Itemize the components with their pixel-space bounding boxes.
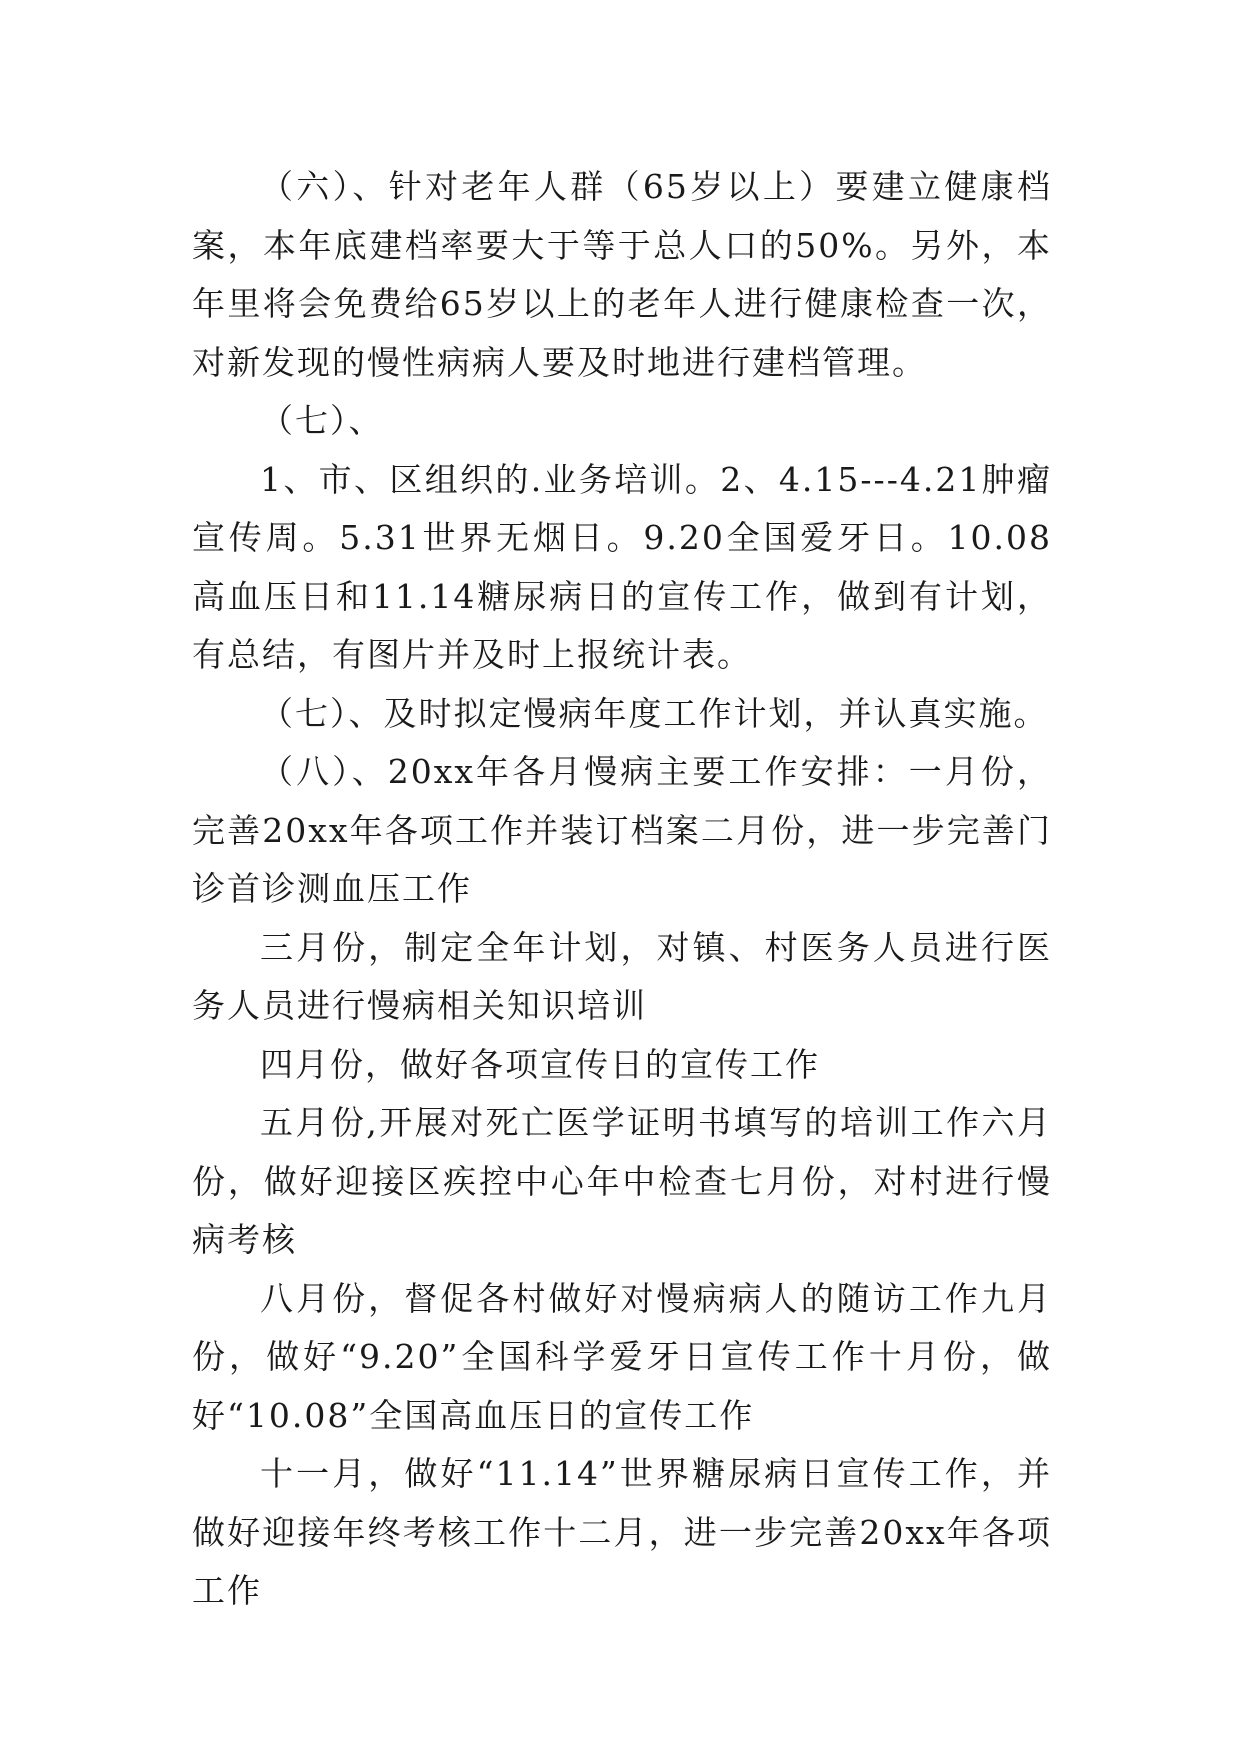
paragraph-section-seven-heading: （七）、 — [260, 401, 384, 440]
document-body — [192, 158, 1052, 1621]
paragraph-april: 四月份，做好各项宣传日的宣传工作 — [260, 1044, 820, 1084]
paragraph-monthly-schedule-intro: （八）、20xx年各月慢病主要工作安排：一月份，完善20xx年各项工作并装订档案二月份，进一步完善门诊首诊测血压工作 — [192, 752, 1052, 908]
paragraph-november-december: 十一月，做好“11.14”世界糖尿病日宣传工作，并做好迎接年终考核工作十二月，进一步完善20xx年各项工作 — [192, 1454, 1052, 1610]
paragraph-training-and-campaign-days: 1、市、区组织的.业务培训。2、4.15---4.21肿瘤宣传周。5.31世界无烟日。9.20全国爱牙日。10.08高血压日和11.14糖尿病日的宣传工作，做到有计划，有总结，有图片并及时上报统计表。 — [192, 459, 1052, 674]
paragraph-elderly-health-records: （六）、针对老年人群（65岁以上）要建立健康档案，本年底建档率要大于等于总人口的50%。另外，本年里将会免费给65岁以上的老年人进行健康检查一次，对新发现的慢性病病人要及时地进行建档管理。 — [192, 167, 1052, 382]
paragraph-annual-plan: （七）、及时拟定慢病年度工作计划，并认真实施。 — [260, 693, 1049, 733]
paragraph-may-to-july: 五月份,开展对死亡医学证明书填写的培训工作六月份，做好迎接区疾控中心年中检查七月份，对村进行慢病考核 — [192, 1103, 1052, 1259]
paragraph-august-to-october: 八月份，督促各村做好对慢病病人的随访工作九月份，做好“9.20”全国科学爱牙日宣传工作十月份，做好“10.08”全国高血压日的宣传工作 — [192, 1278, 1052, 1435]
paragraph-march: 三月份，制定全年计划，对镇、村医务人员进行医务人员进行慢病相关知识培训 — [192, 927, 1052, 1025]
